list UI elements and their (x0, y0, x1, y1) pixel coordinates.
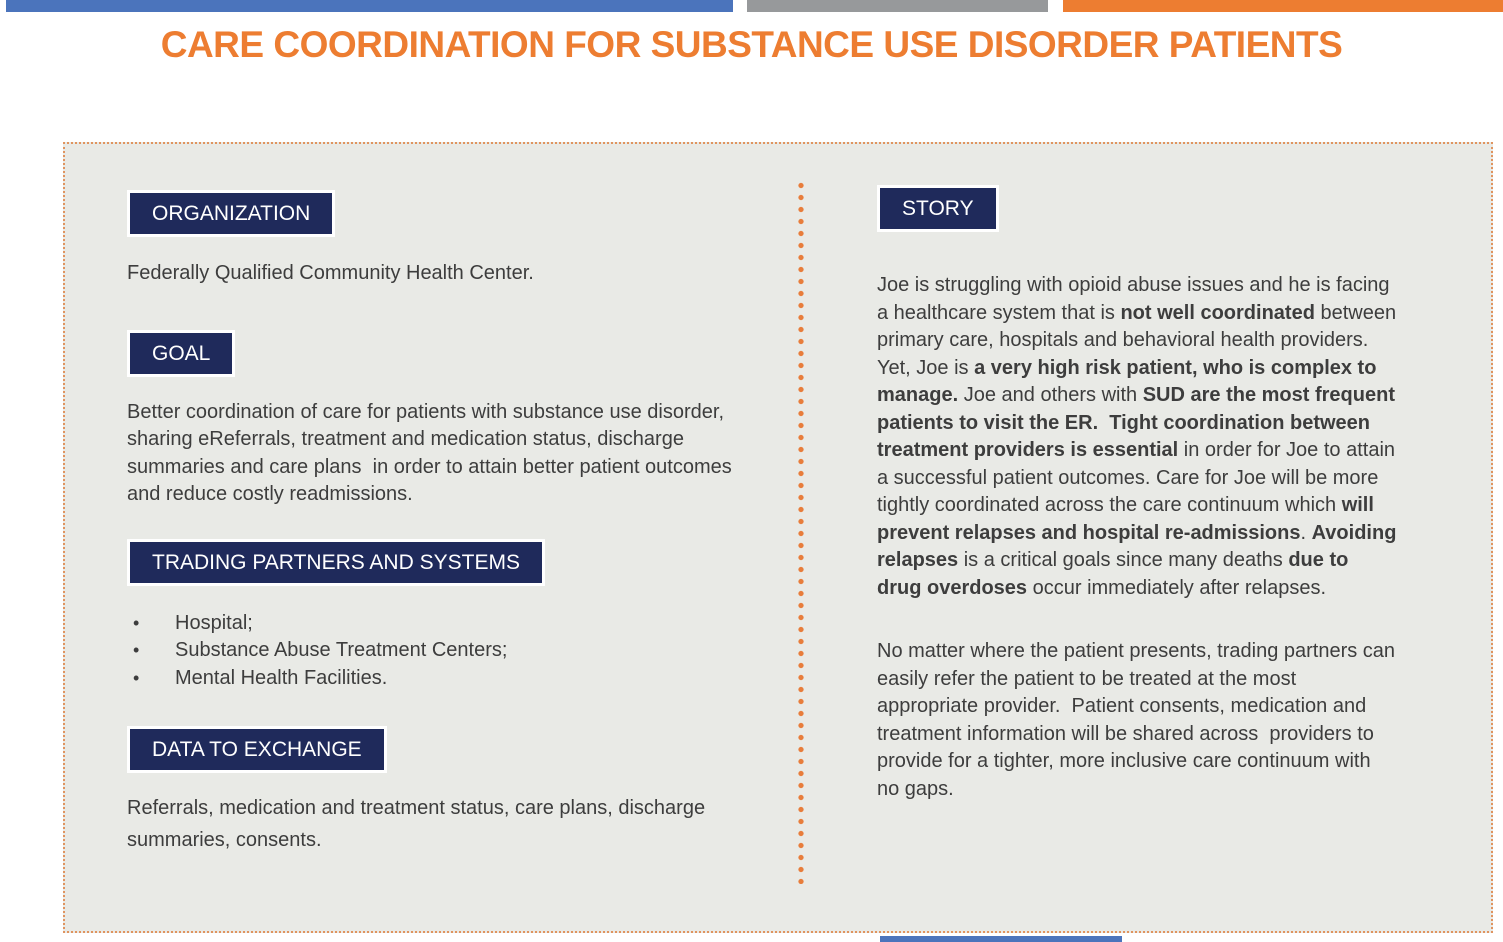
bullet-icon: • (133, 612, 140, 633)
data-to-exchange-body: Referrals, medication and treatment status, care plans, discharge summaries, consents. (127, 797, 711, 851)
story-heading: STORY (877, 185, 999, 232)
content-panel (63, 142, 1493, 933)
list-item-label: Substance Abuse Treatment Centers; (175, 639, 508, 661)
list-item-label: Mental Health Facilities. (175, 666, 388, 689)
story-paragraph-1: Joe is struggling with opioid abuse issues and he is facing a healthcare system that is not well coordinated between primary care, hospitals and behavioral health providers. Yet, Joe is a very high risk patient, who is complex to manage. Joe and others with SUD are the most frequent patients to visit the ER. Tight coordination between treatment providers is essential in order for Joe to attain a successful patient outcomes. Care for Joe will be more tightly coordinated across the care continuum which will prevent relapses and hospital re-admissions. Avoiding relapses is a critical goals since many deaths due to drug overdoses occur immediately after relapses. (877, 274, 1402, 599)
goal-heading: GOAL (127, 330, 235, 377)
list-item (127, 637, 775, 665)
top-accent-bar-blue (6, 0, 733, 12)
top-accent-bar-orange (1063, 0, 1503, 12)
trading-partners-heading: TRADING PARTNERS AND SYSTEMS (127, 539, 545, 586)
left-column (127, 144, 775, 856)
list-item (127, 610, 775, 638)
trading-partners-list (127, 610, 775, 693)
bottom-accent-bar-blue (880, 936, 1122, 942)
bullet-icon: • (133, 640, 140, 660)
organization-body: Federally Qualified Community Health Center. (127, 262, 534, 284)
page-title: CARE COORDINATION FOR SUBSTANCE USE DISORDER PATIENTS (160, 24, 1343, 65)
goal-body: Better coordination of care for patients with substance use disorder, sharing eReferrals, treatment and medication status, discharge summaries and care plans in order to attain better patient outcomes and reduce costly readmissions. (127, 400, 738, 505)
organization-heading: ORGANIZATION (127, 190, 335, 237)
dotted-divider (798, 182, 804, 884)
data-to-exchange-heading: DATA TO EXCHANGE (127, 726, 387, 773)
bullet-icon: • (133, 667, 140, 688)
right-column (877, 144, 1402, 803)
story-paragraph-2: No matter where the patient presents, trading partners can easily refer the patient to be treated at the most appropriate provider. Patient consents, medication and treatment information will be shared across providers to provide for a tighter, more inclusive care continuum with no gaps. (877, 640, 1401, 800)
top-accent-bar-gray (747, 0, 1048, 12)
list-item (127, 665, 775, 693)
list-item-label: Hospital; (175, 611, 253, 634)
